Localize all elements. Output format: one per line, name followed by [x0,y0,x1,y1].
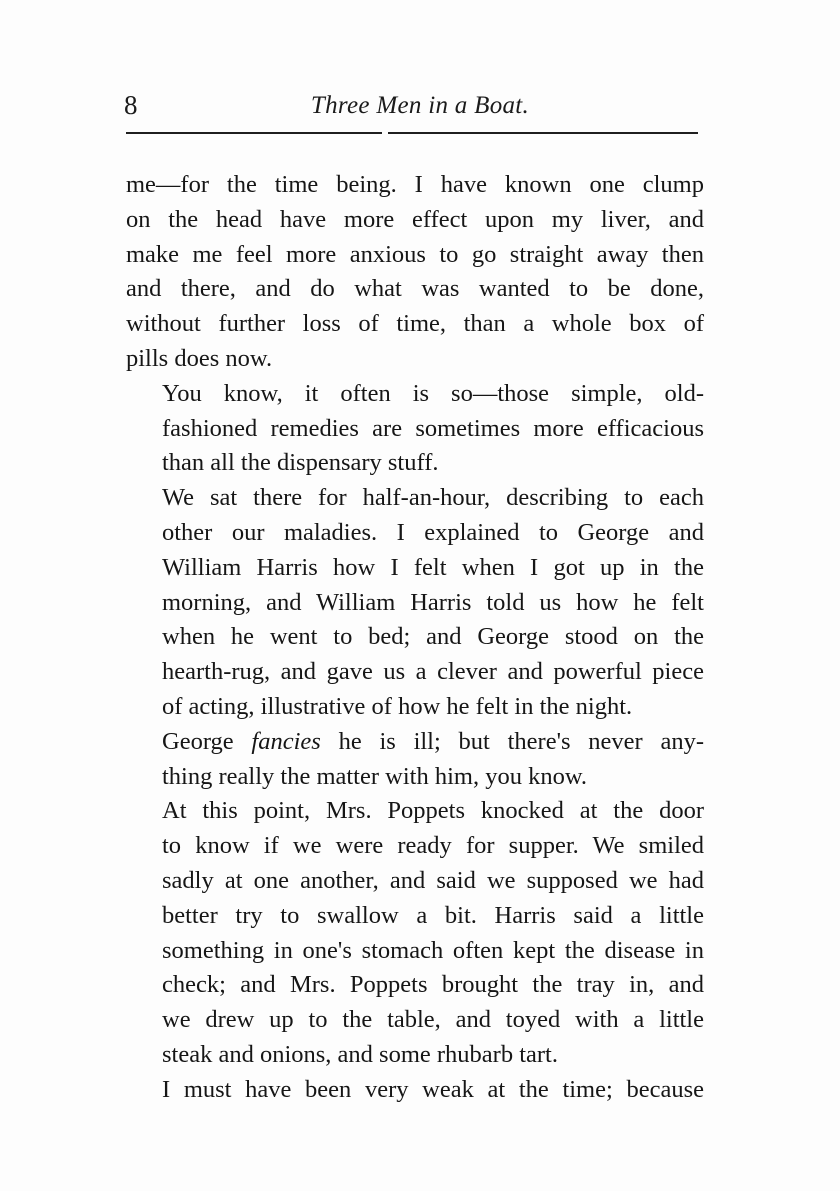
text-line: better try to swallow a bit. Harris said a little [162,901,704,929]
header-rule-right [388,132,698,134]
text-line: pills does now. [126,344,273,372]
text-line [126,725,704,760]
page-number: 8 [124,90,138,120]
text-line: steak and onions, and some rhubarb tart. [162,1040,558,1068]
text-line: we drew up to the table, and toyed with a little [162,1006,704,1034]
text-line: We sat there for half-an-hour, describing to each [162,484,704,512]
text-line: of acting, illustrative of how he felt in the night. [162,692,633,720]
text-line: William Harris how I felt when I got up in the [162,553,704,581]
text-line: I must have been very weak at the time; because [162,1075,704,1103]
text-line: At this point, Mrs. Poppets knocked at the door [162,797,704,825]
paragraph [126,725,704,795]
text-line: me—for the time being. I have known one clump [126,171,704,198]
text-line: hearth-rug, and gave us a clever and powerful piece [162,658,704,686]
paragraph [126,377,704,481]
text-line: You know, it often is so—those simple, old- [162,379,704,407]
text-line: on the head have more effect upon my liver, and [126,205,704,233]
text-line: other our maladies. I explained to George and [162,518,704,546]
text-line: when he went to bed; and George stood on the [162,623,704,651]
text-line: thing really the matter with him, you know. [162,762,588,790]
paragraph [126,1073,704,1108]
text-run: George [162,727,252,755]
text-line: morning, and William Harris told us how he felt [162,588,704,616]
emphasis-word: fancies [251,727,321,755]
paragraph [126,168,704,377]
text-line: and there, and do what was wanted to be done, [126,275,704,303]
text-run: he is ill; but there's never any- [320,727,704,755]
text-line: check; and Mrs. Poppets brought the tray in, and [162,971,704,999]
text-line: fashioned remedies are sometimes more efficacious [162,414,704,442]
text-line: make me feel more anxious to go straight away then [126,240,704,268]
paragraph [126,794,704,1072]
text-line: something in one's stomach often kept the disease in [162,936,704,964]
header-rule-left [126,132,382,134]
text-line: sadly at one another, and said we supposed we had [162,866,704,894]
text-line: to know if we were ready for supper. We smiled [162,832,704,860]
text-line: than all the dispensary stuff. [162,449,439,477]
body-text [126,168,704,1108]
text-line: without further loss of time, than a whole box of [126,310,704,338]
running-title: Three Men in a Boat. [310,92,530,119]
paragraph [126,481,704,725]
